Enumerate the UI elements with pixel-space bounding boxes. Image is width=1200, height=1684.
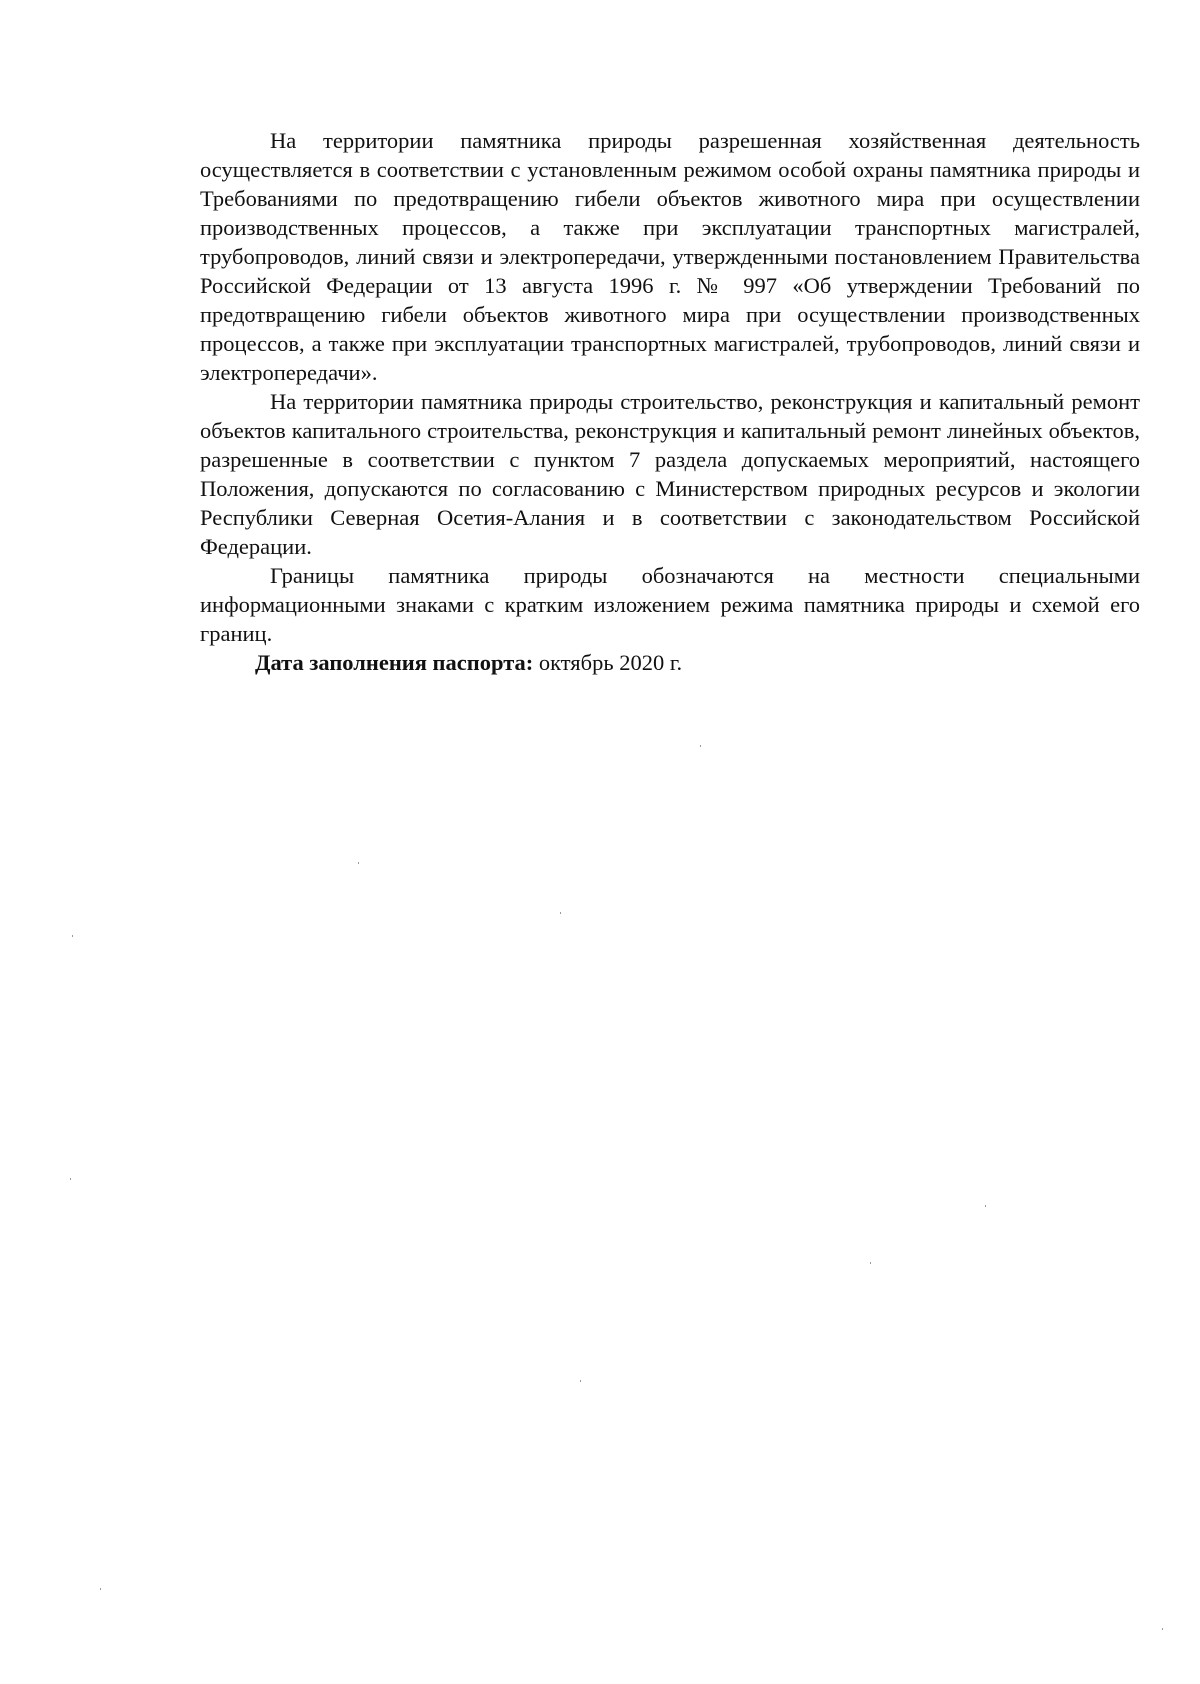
scan-speck [870, 1262, 871, 1264]
paragraph-permitted-activity: На территории памятника природы разрешенная хозяйственная деятельность осуществляется в соответствии с установленным режимом особой охраны памятника природы и Требованиями по предотвращению гибели объектов животного мира при осуществлении производственных процессов, а также при эксплуатации транспортных магистралей, трубопроводов, линий связи и электропередачи, утвержденными постановлением Правительства Российской Федерации от 13 августа 1996 г. № 997 «Об утверждении Требований по предотвращению гибели объектов животного мира при осуществлении производственных процессов, а также при эксплуатации транспортных магистралей, трубопроводов, линий связи и электропередачи». [200, 128, 1140, 385]
scan-speck [100, 1588, 101, 1590]
scan-speck [700, 745, 701, 747]
scan-speck [72, 935, 73, 937]
scan-speck [358, 862, 359, 864]
scan-speck [70, 1178, 71, 1180]
paragraph-construction: На территории памятника природы строительство, реконструкция и капитальный ремонт объектов капитального строительства, реконструкция и капитальный ремонт линейных объектов, разрешенные в соответствии с пунктом 7 раздела допускаемых мероприятий, настоящего Положения, допускаются по согласованию с Министерством природных ресурсов и экологии Республики Северная Осетия-Алания и в соответствии с законодательством Российской Федерации. [200, 389, 1140, 559]
fill-date-line [200, 648, 1140, 677]
scan-speck [985, 1205, 986, 1207]
scan-speck [1162, 1628, 1163, 1630]
paragraph-boundaries: Границы памятника природы обозначаются на местности специальными информационными знаками с кратким изложением режима памятника природы и схемой его границ. [200, 563, 1140, 646]
scan-speck [580, 1380, 581, 1382]
fill-date-value: октябрь 2020 г. [538, 650, 683, 675]
fill-date-label: Дата заполнения паспорта: [255, 650, 534, 675]
scan-speck [560, 912, 561, 914]
document-body [200, 126, 1140, 677]
